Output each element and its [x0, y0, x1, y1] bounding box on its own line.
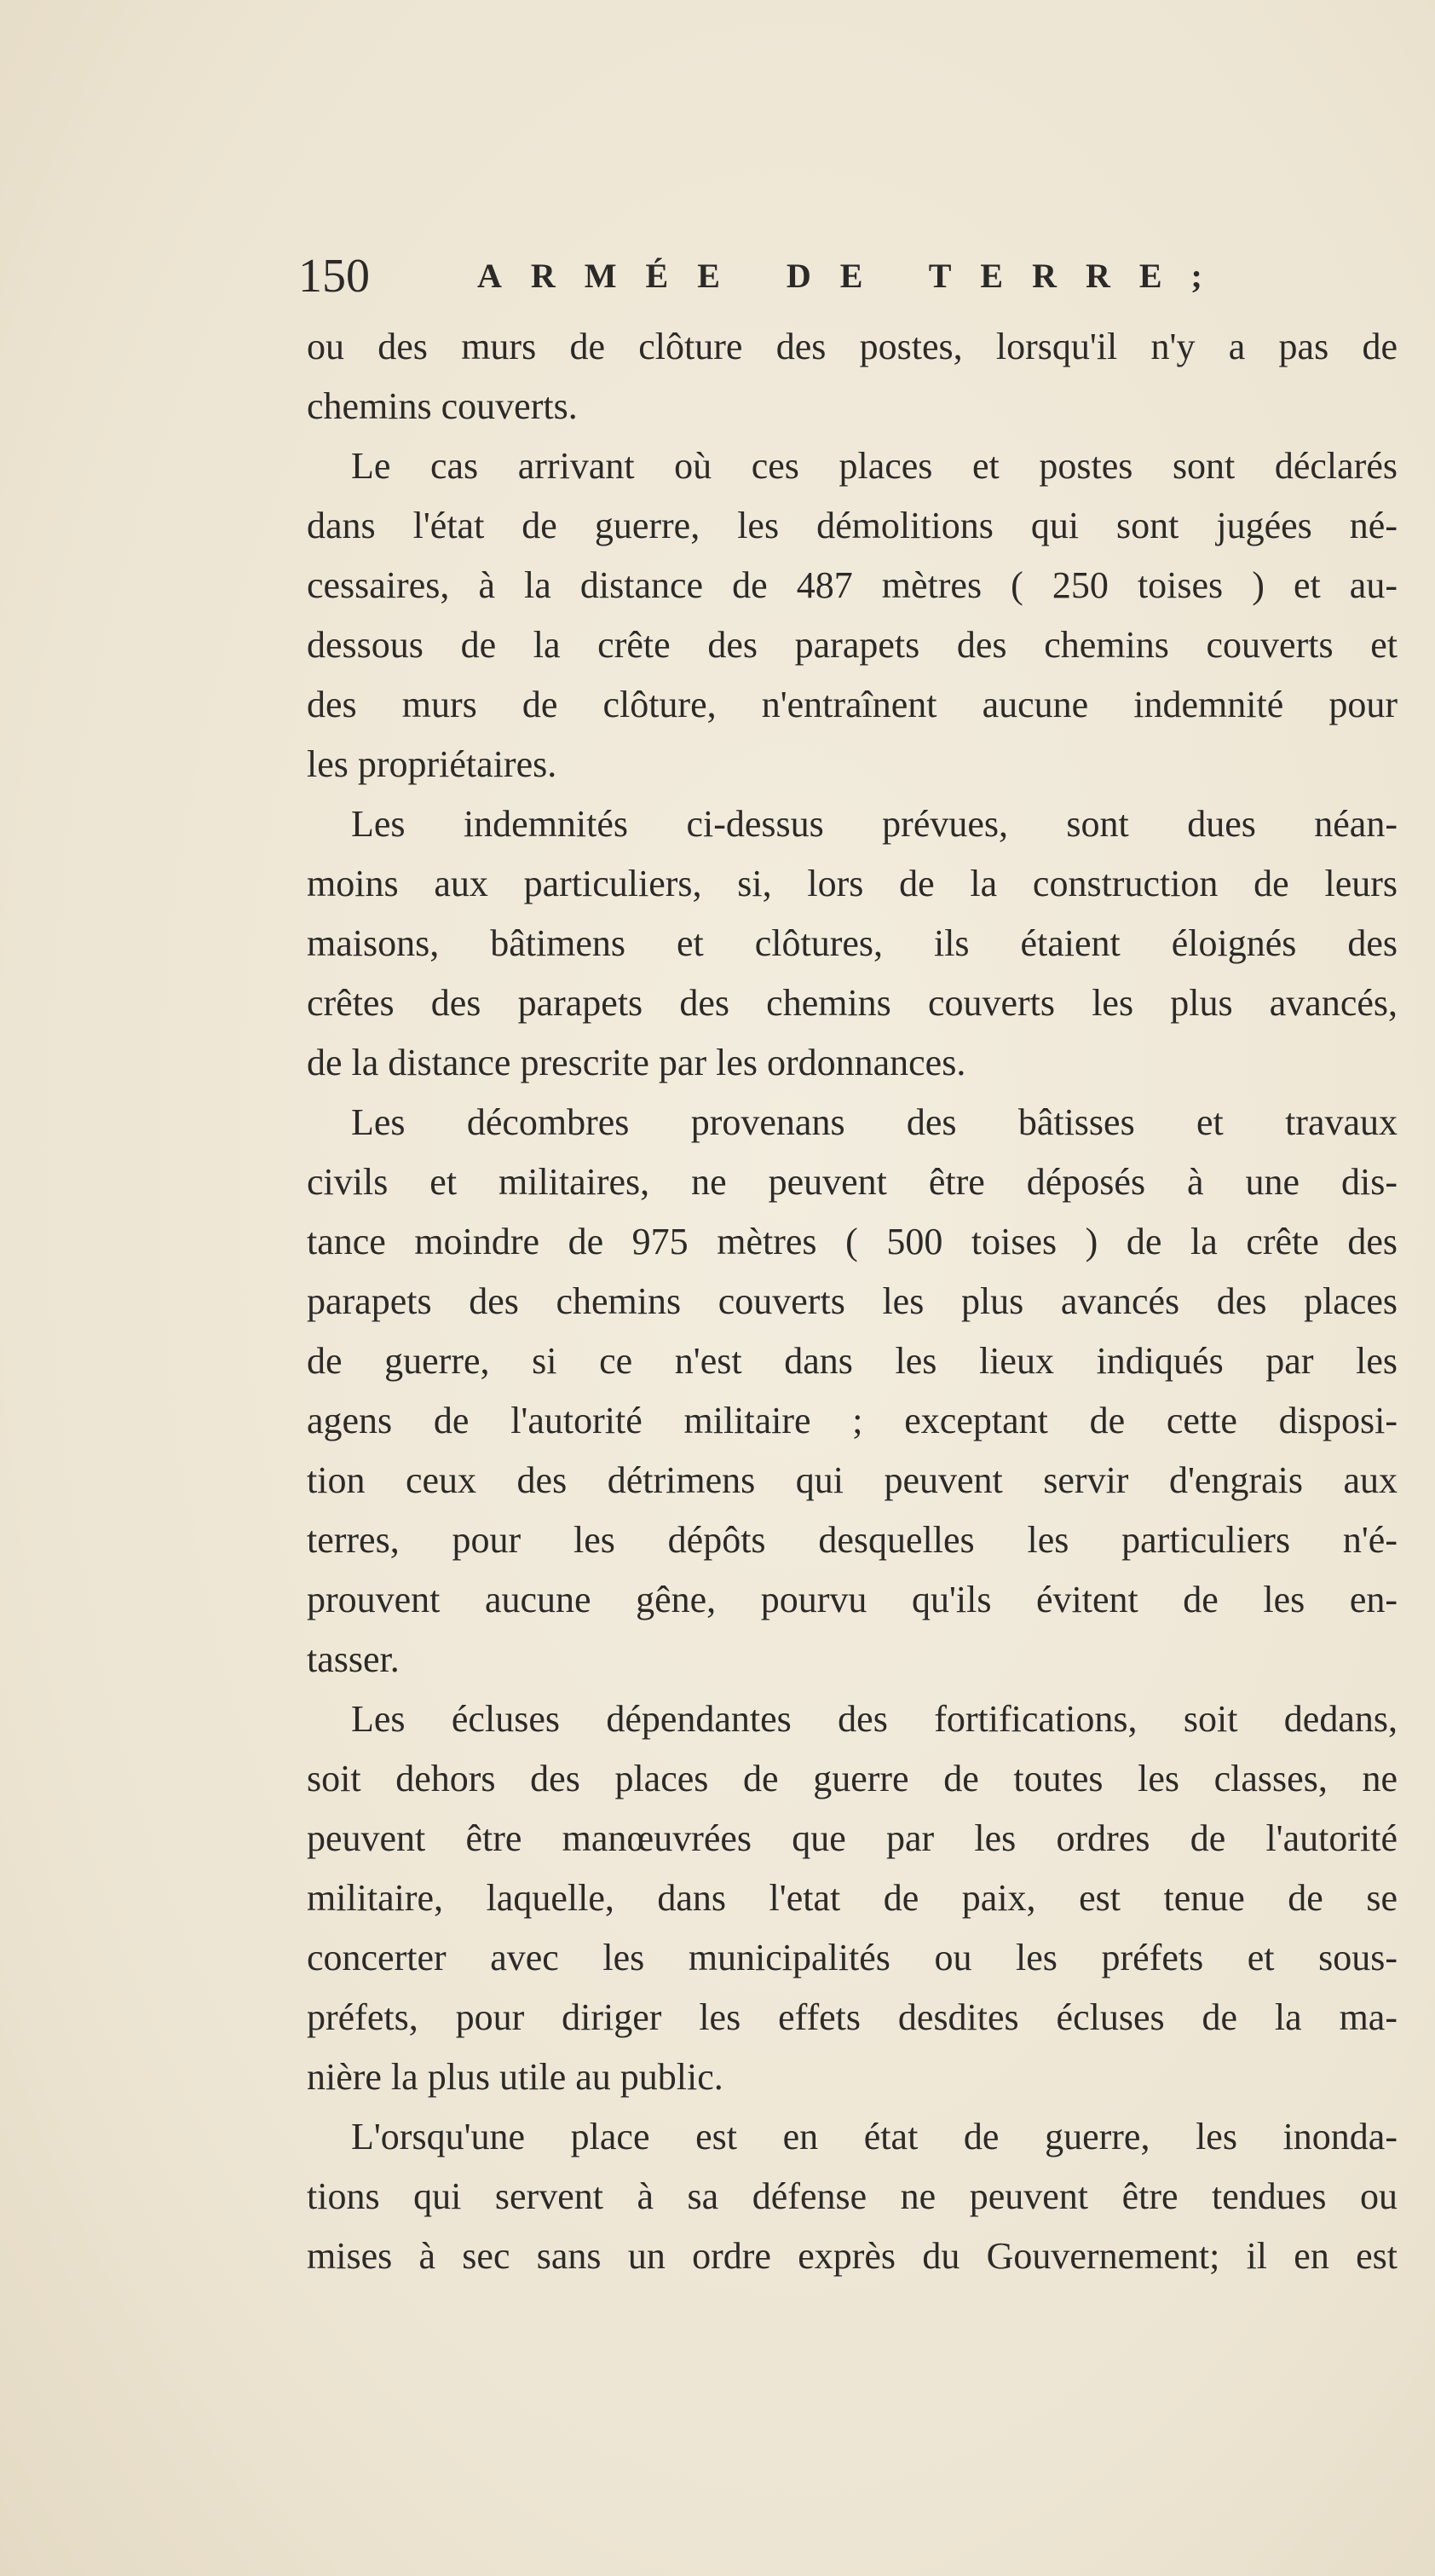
text-line: tasser. — [307, 1638, 400, 1680]
text-line: militaire, laquelle, dans l'etat de paix, est tenue de se — [307, 1877, 1398, 1919]
page-header — [298, 242, 1398, 310]
text-line: de guerre, si ce n'est dans les lieux indiqués par les — [307, 1340, 1398, 1382]
text-line: chemins couverts. — [307, 385, 578, 427]
text-line: les propriétaires. — [307, 743, 557, 785]
text-line: des murs de clôture, n'entraînent aucune indemnité pour — [307, 684, 1398, 725]
text-line: terres, pour les dépôts desquelles les particuliers n'é- — [307, 1519, 1398, 1561]
text-line: moins aux particuliers, si, lors de la construction de leurs — [307, 863, 1398, 904]
text-line: L'orsqu'une place est en état de guerre, les inonda- — [351, 2116, 1398, 2157]
text-line: crêtes des parapets des chemins couverts les plus avancés, — [307, 982, 1398, 1024]
body-text — [307, 317, 1398, 2286]
text-line: soit dehors des places de guerre de toutes les classes, ne — [307, 1758, 1398, 1799]
text-line: cessaires, à la distance de 487 mètres ( 250 toises ) et au- — [307, 564, 1398, 606]
text-line: tions qui servent à sa défense ne peuvent être tendues ou — [307, 2175, 1398, 2217]
text-line: tance moindre de 975 mètres ( 500 toises ) de la crête des — [307, 1221, 1398, 1262]
text-line: de la distance prescrite par les ordonnances. — [307, 1042, 966, 1083]
text-line: parapets des chemins couverts les plus avancés des places — [307, 1280, 1398, 1322]
text-line: Le cas arrivant où ces places et postes sont déclarés — [351, 445, 1398, 487]
text-line: peuvent être manœuvrées que par les ordres de l'autorité — [307, 1817, 1398, 1859]
text-line: Les écluses dépendantes des fortifications, soit dedans, — [351, 1698, 1398, 1740]
text-line: nière la plus utile au public. — [307, 2056, 723, 2098]
text-line: Les indemnités ci-dessus prévues, sont dues néan- — [351, 803, 1398, 845]
page-number: 150 — [298, 250, 370, 303]
text-line: maisons, bâtimens et clôtures, ils étaient éloignés des — [307, 922, 1398, 964]
text-line: concerter avec les municipalités ou les préfets et sous- — [307, 1937, 1398, 1978]
text-line: agens de l'autorité militaire ; exceptant de cette disposi- — [307, 1400, 1398, 1441]
running-head: ARMÉE DE TERRE; — [477, 257, 1231, 295]
text-line: prouvent aucune gêne, pourvu qu'ils évitent de les en- — [307, 1579, 1398, 1620]
text-line: ou des murs de clôture des postes, lorsqu'il n'y a pas de — [307, 326, 1398, 367]
text-line: civils et militaires, ne peuvent être déposés à une dis- — [307, 1161, 1398, 1203]
text-line: Les décombres provenans des bâtisses et travaux — [351, 1101, 1398, 1143]
text-line: dans l'état de guerre, les démolitions qui sont jugées né- — [307, 505, 1398, 546]
text-line: dessous de la crête des parapets des chemins couverts et — [307, 624, 1398, 666]
text-line: mises à sec sans un ordre exprès du Gouvernement; il en est — [307, 2235, 1398, 2277]
text-line: tion ceux des détrimens qui peuvent servir d'engrais aux — [307, 1459, 1398, 1501]
text-line: préfets, pour diriger les effets desdites écluses de la ma- — [307, 1996, 1398, 2038]
